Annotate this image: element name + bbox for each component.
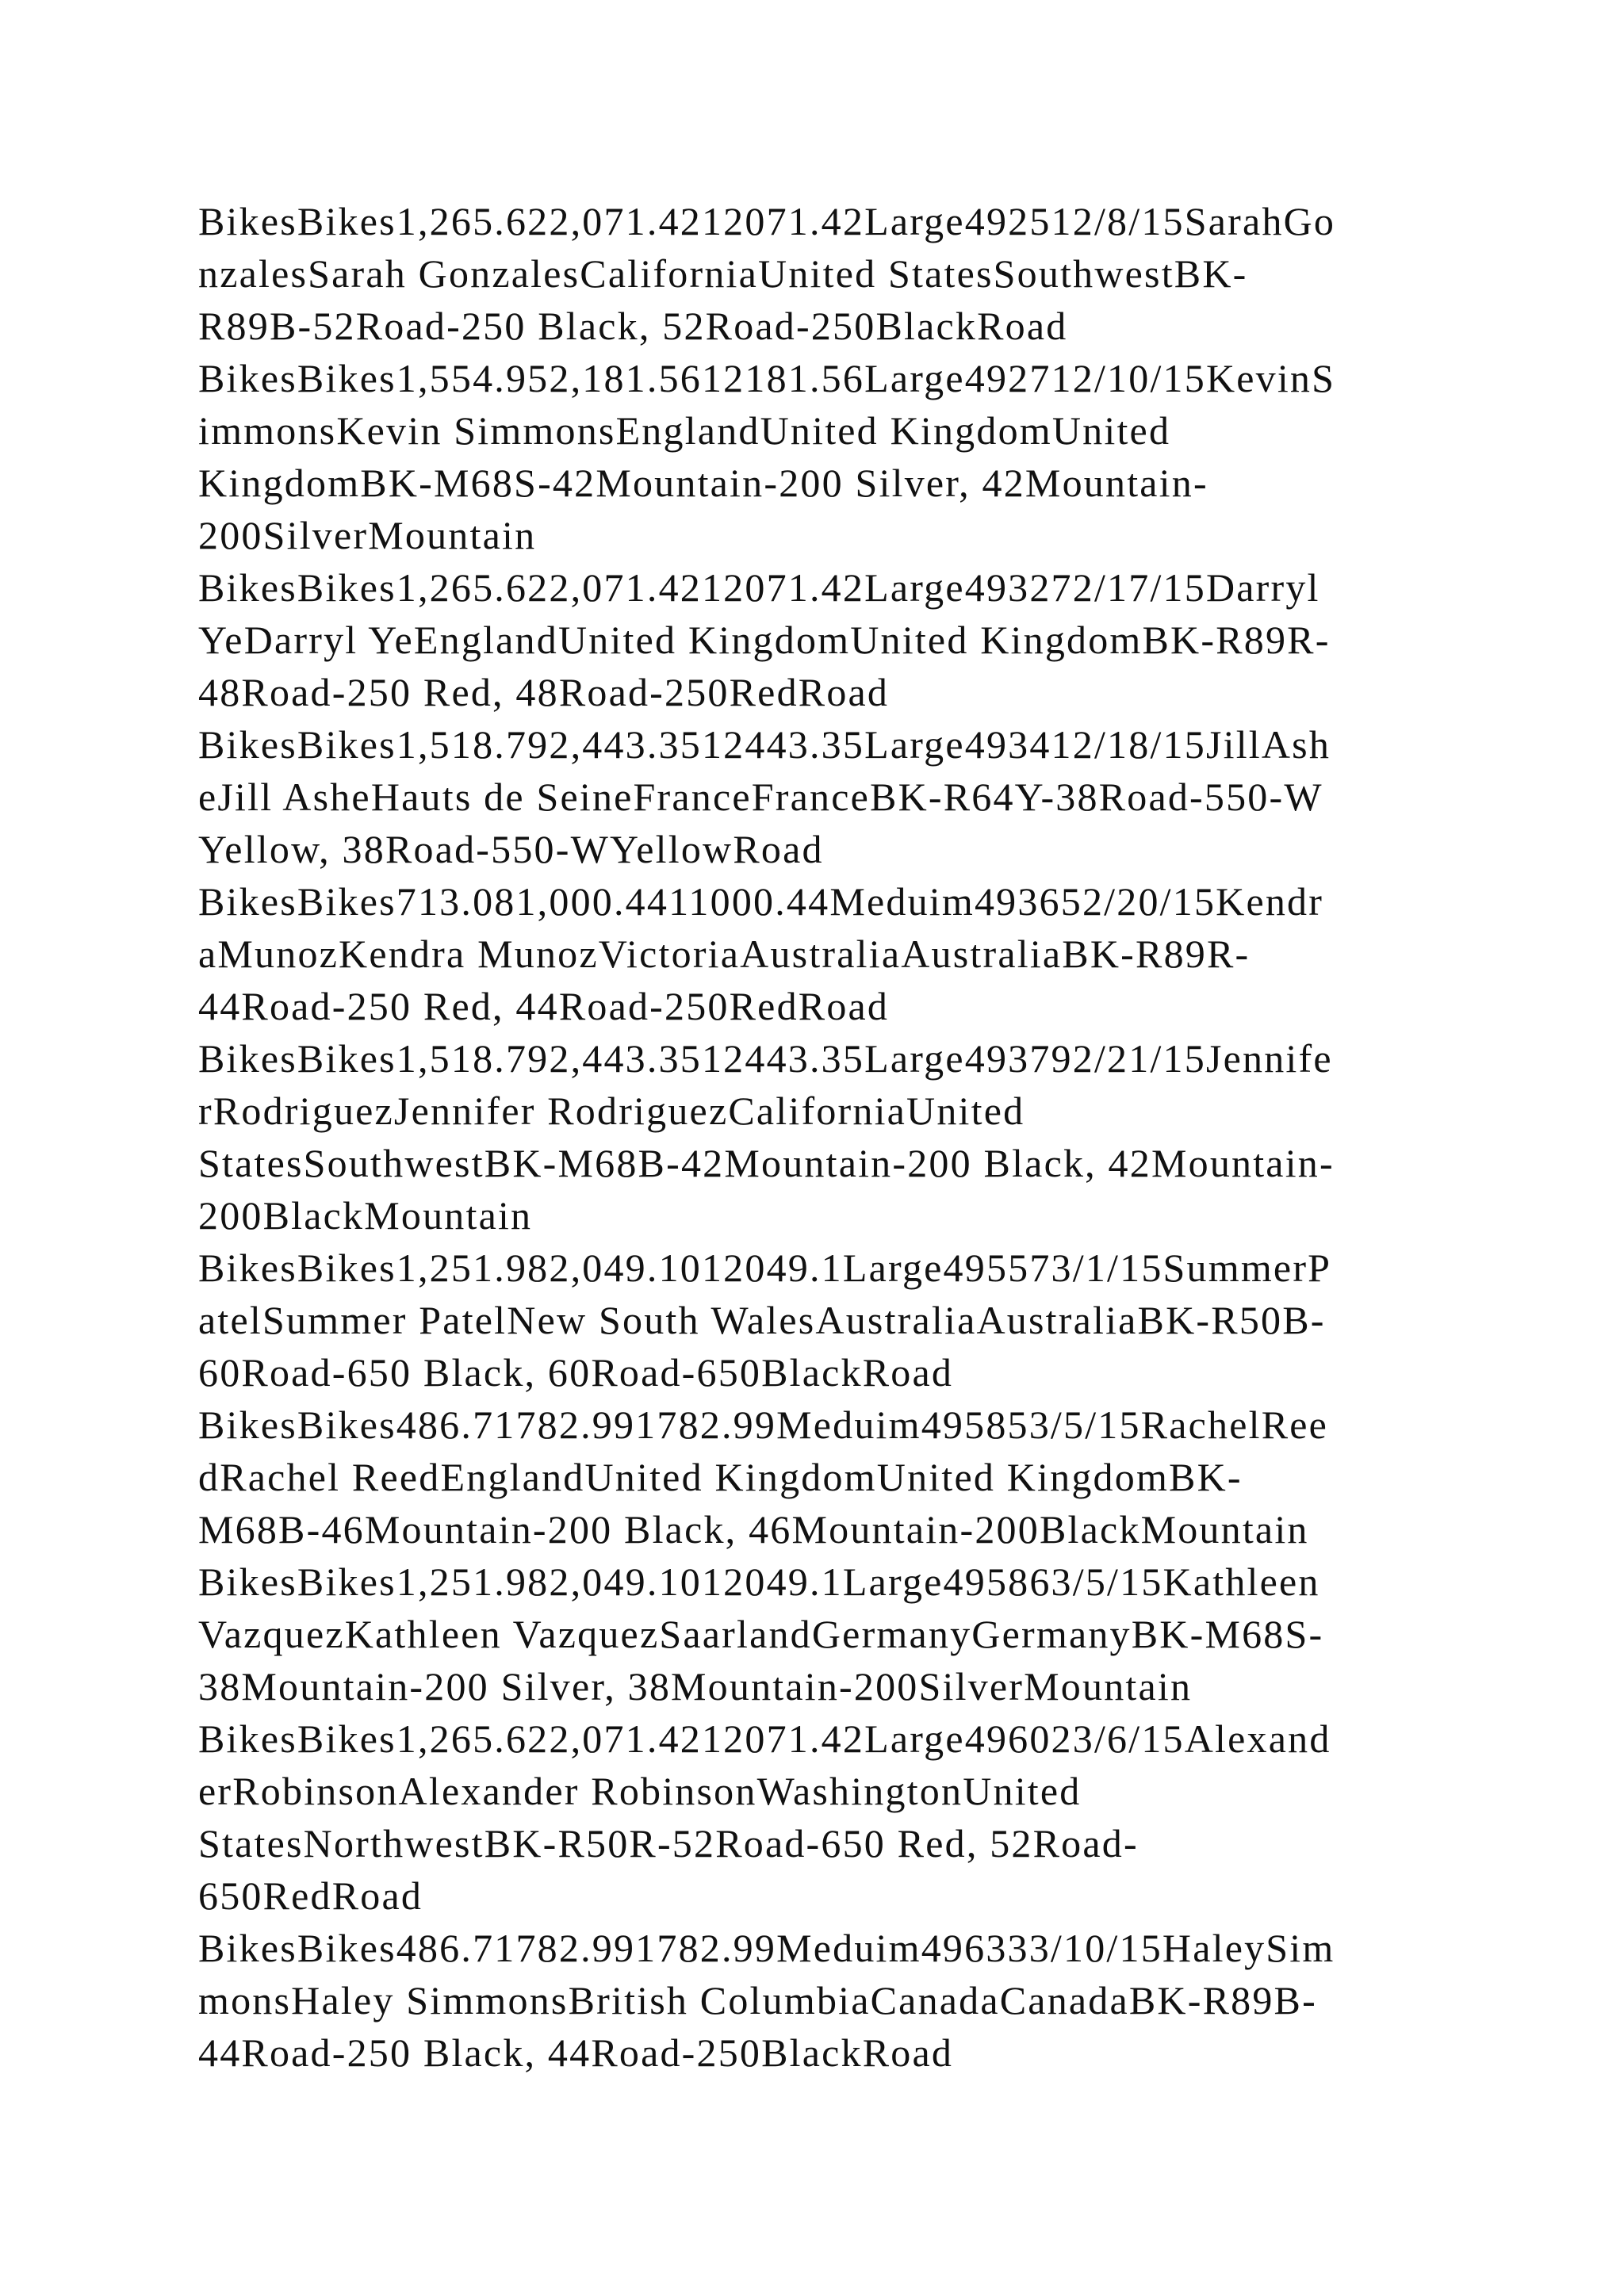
text-line: YeDarryl YeEnglandUnited KingdomUnited KingdomBK-R89R-	[198, 618, 1331, 662]
text-line: aMunozKendra MunozVictoriaAustraliaAustraliaBK-R89R-	[198, 932, 1251, 976]
text-line: 44Road-250 Red, 44Road-250RedRoad	[198, 984, 890, 1028]
text-line: BikesBikes1,265.622,071.4212071.42Large496023/6/15Alexand	[198, 1716, 1331, 1761]
text-line: BikesBikes486.71782.991782.99Meduim496333/10/15HaleySim	[198, 1926, 1335, 1970]
text-line: dRachel ReedEnglandUnited KingdomUnited KingdomBK-	[198, 1455, 1243, 1499]
text-line: immonsKevin SimmonsEnglandUnited KingdomUnited	[198, 408, 1171, 453]
text-line: VazquezKathleen VazquezSaarlandGermanyGermanyBK-M68S-	[198, 1612, 1324, 1656]
text-line: BikesBikes713.081,000.4411000.44Meduim493652/20/15Kendr	[198, 879, 1324, 924]
text-line: 38Mountain-200 Silver, 38Mountain-200SilverMountain	[198, 1664, 1193, 1709]
text-line: M68B-46Mountain-200 Black, 46Mountain-200BlackMountain	[198, 1507, 1309, 1552]
text-line: atelSummer PatelNew South WalesAustraliaAustraliaBK-R50B-	[198, 1298, 1326, 1342]
text-line: 200BlackMountain	[198, 1193, 533, 1238]
text-line: erRobinsonAlexander RobinsonWashingtonUnited	[198, 1769, 1082, 1813]
text-line: 44Road-250 Black, 44Road-250BlackRoad	[198, 2030, 954, 2075]
text-line: 60Road-650 Black, 60Road-650BlackRoad	[198, 1350, 954, 1395]
text-line: BikesBikes1,251.982,049.1012049.1Large495863/5/15Kathleen	[198, 1559, 1320, 1604]
text-line: BikesBikes486.71782.991782.99Meduim495853/5/15RachelRee	[198, 1402, 1329, 1447]
text-line: StatesSouthwestBK-M68B-42Mountain-200 Black, 42Mountain-	[198, 1141, 1335, 1185]
text-line: BikesBikes1,554.952,181.5612181.56Large492712/10/15KevinS	[198, 356, 1336, 400]
text-line: nzalesSarah GonzalesCaliforniaUnited StatesSouthwestBK-	[198, 251, 1248, 296]
text-line: 200SilverMountain	[198, 513, 537, 557]
text-line: 650RedRoad	[198, 1873, 423, 1918]
text-line: eJill AsheHauts de SeineFranceFranceBK-R64Y-38Road-550-W	[198, 775, 1323, 819]
text-line: BikesBikes1,265.622,071.4212071.42Large492512/8/15SarahGo	[198, 199, 1336, 243]
text-line: 48Road-250 Red, 48Road-250RedRoad	[198, 670, 890, 714]
text-line: BikesBikes1,518.792,443.3512443.35Large493792/21/15Jennife	[198, 1036, 1333, 1081]
text-line: KingdomBK-M68S-42Mountain-200 Silver, 42Mountain-	[198, 461, 1208, 505]
text-line: StatesNorthwestBK-R50R-52Road-650 Red, 52Road-	[198, 1821, 1139, 1866]
text-line: BikesBikes1,265.622,071.4212071.42Large493272/17/15Darryl	[198, 565, 1320, 610]
text-line: Yellow, 38Road-550-WYellowRoad	[198, 827, 824, 871]
text-line: R89B-52Road-250 Black, 52Road-250BlackRoad	[198, 304, 1068, 348]
document-body-text	[198, 195, 1435, 2079]
text-line: BikesBikes1,251.982,049.1012049.1Large495573/1/15SummerP	[198, 1246, 1332, 1290]
text-line: BikesBikes1,518.792,443.3512443.35Large493412/18/15JillAsh	[198, 722, 1331, 767]
text-line: rRodriguezJennifer RodriguezCaliforniaUnited	[198, 1089, 1025, 1133]
text-line: monsHaley SimmonsBritish ColumbiaCanadaCanadaBK-R89B-	[198, 1978, 1317, 2022]
